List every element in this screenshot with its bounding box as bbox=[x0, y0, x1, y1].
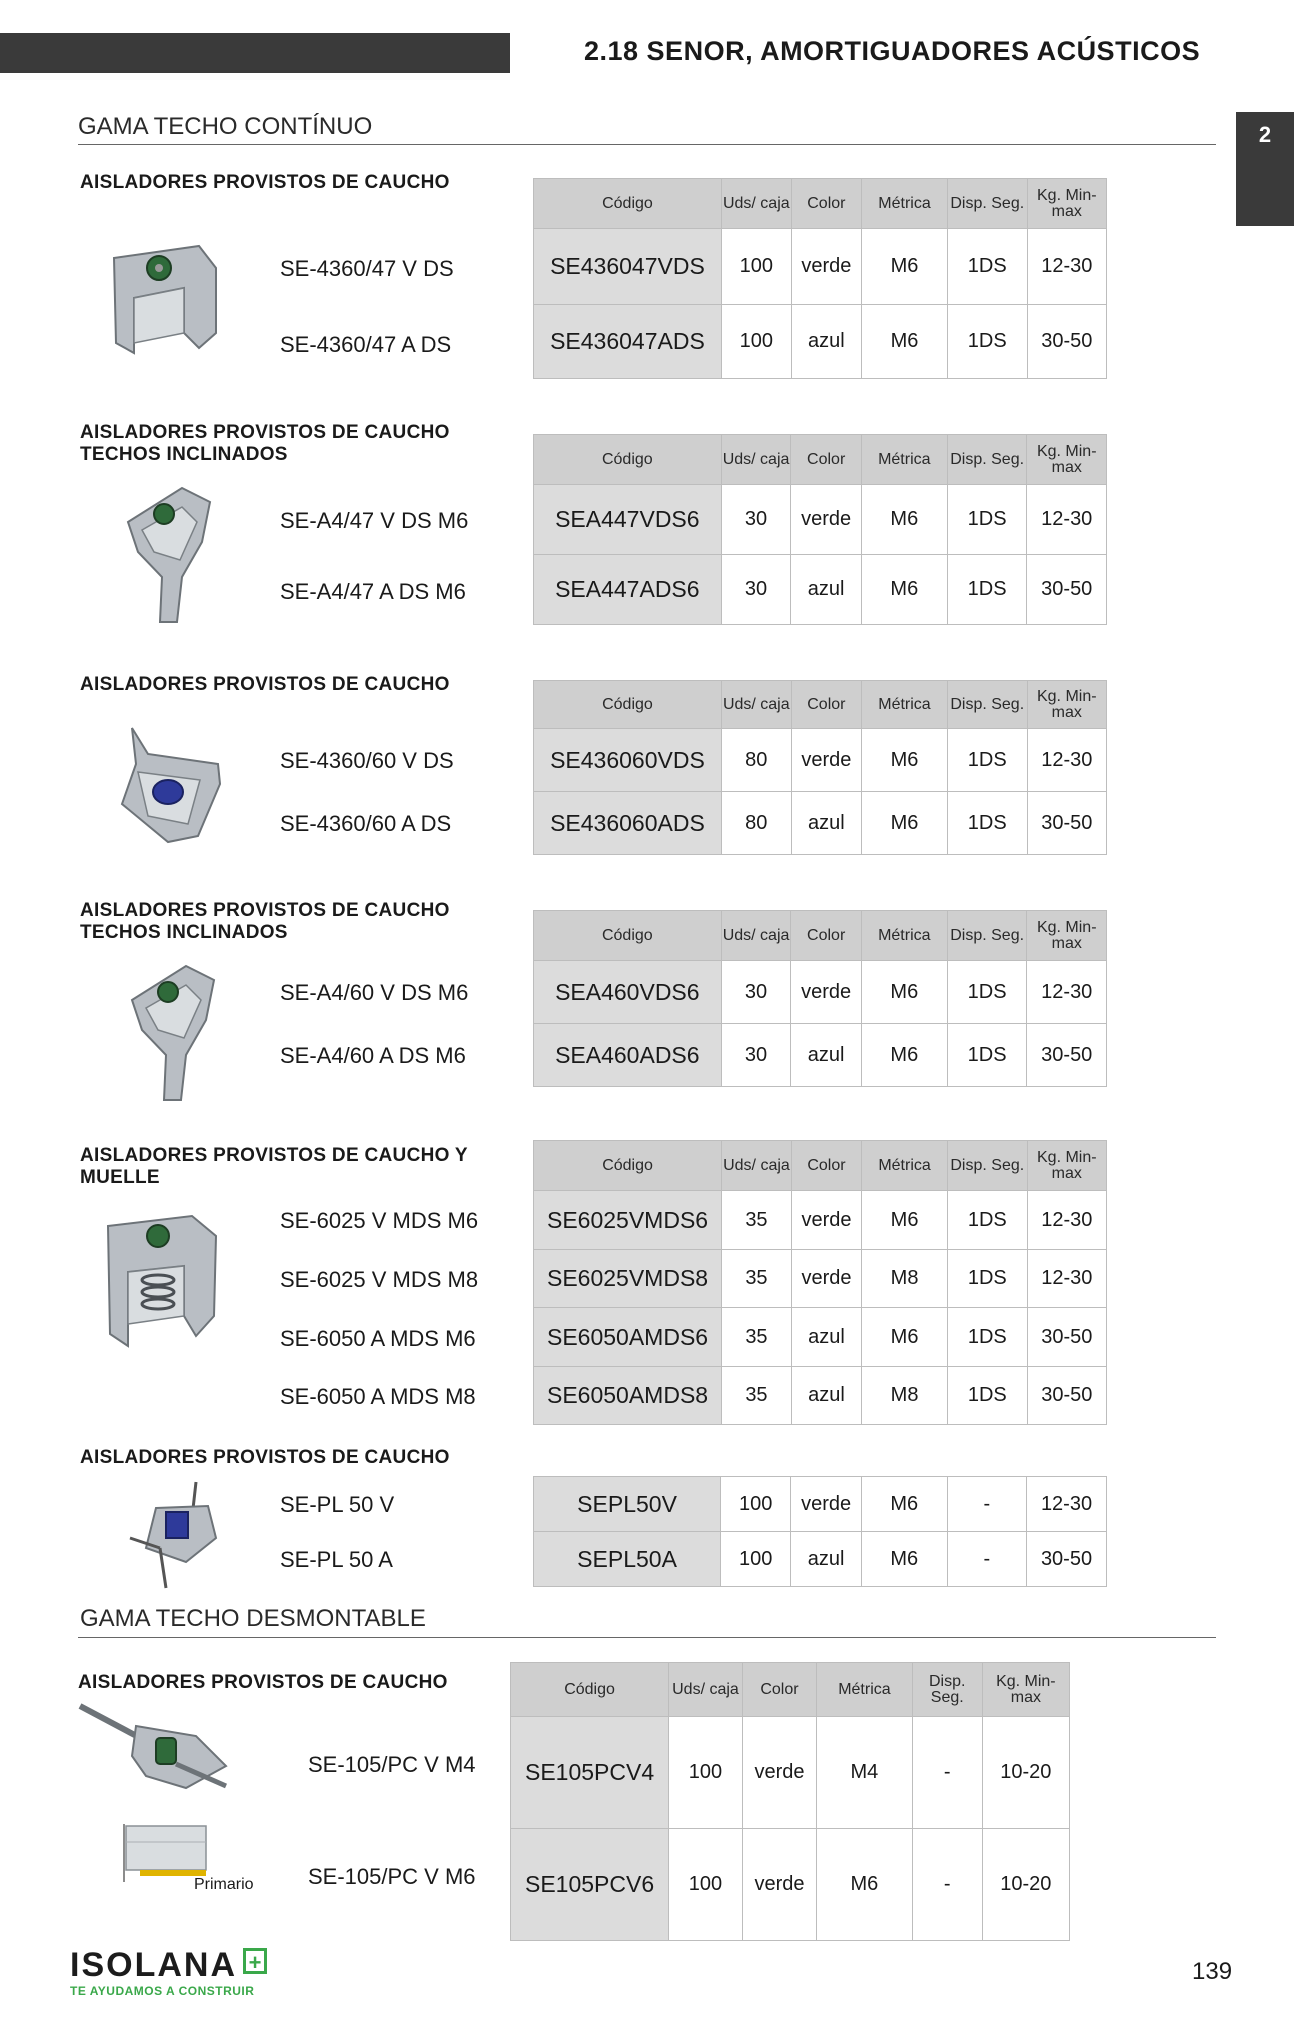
cell-disp: - bbox=[947, 1477, 1026, 1532]
isolana-logo bbox=[70, 1948, 267, 1998]
inclined-ceiling-isolator-icon bbox=[126, 960, 222, 1105]
cell-disp: 1DS bbox=[947, 1024, 1027, 1087]
col-header-color: Color bbox=[791, 1141, 861, 1191]
spec-table bbox=[533, 910, 1107, 1087]
table-row bbox=[534, 1191, 1107, 1250]
spec-table bbox=[533, 178, 1107, 379]
cell-code: SE105PCV4 bbox=[511, 1717, 669, 1829]
col-header-codigo: Código bbox=[511, 1663, 669, 1717]
cell-code: SE6050AMDS6 bbox=[534, 1308, 722, 1367]
cell-disp: 1DS bbox=[947, 792, 1027, 855]
cell-kg: 12-30 bbox=[1027, 229, 1106, 305]
cell-kg: 30-50 bbox=[1027, 1367, 1106, 1425]
col-header-metrica: Métrica bbox=[861, 435, 947, 485]
cell-disp: - bbox=[912, 1717, 982, 1829]
col-header-kg: Kg. Min-max bbox=[1027, 435, 1107, 485]
col-header-color: Color bbox=[791, 179, 861, 229]
cell-kg: 30-50 bbox=[1027, 555, 1107, 625]
cell-uds: 80 bbox=[721, 729, 791, 792]
col-header-uds: Uds/ caja bbox=[721, 911, 791, 961]
table-row bbox=[534, 555, 1107, 625]
cell-code: SEA447ADS6 bbox=[534, 555, 722, 625]
section-label: AISLADORES PROVISTOS DE CAUCHO bbox=[80, 1447, 450, 1468]
model-name: SE-4360/47 A DS bbox=[280, 332, 452, 357]
table-row bbox=[534, 1367, 1107, 1425]
cell-code: SE436047ADS bbox=[534, 305, 722, 379]
cell-uds: 30 bbox=[721, 961, 791, 1024]
cell-disp: 1DS bbox=[947, 555, 1027, 625]
range-title-desmontable: GAMA TECHO DESMONTABLE bbox=[80, 1605, 426, 1632]
cell-metrica: M6 bbox=[862, 305, 948, 379]
model-name: SE-PL 50 A bbox=[280, 1547, 393, 1572]
col-header-disp: Disp. Seg. bbox=[947, 911, 1027, 961]
col-header-color: Color bbox=[791, 435, 861, 485]
cell-metrica: M8 bbox=[862, 1250, 948, 1308]
cell-kg: 30-50 bbox=[1027, 1308, 1106, 1367]
spec-table bbox=[533, 1476, 1107, 1587]
col-header-kg: Kg. Min-max bbox=[1027, 911, 1107, 961]
model-name: SE-105/PC V M4 bbox=[308, 1752, 476, 1777]
col-header-color: Color bbox=[791, 911, 861, 961]
col-header-codigo: Código bbox=[534, 681, 722, 729]
range-divider bbox=[78, 1637, 1216, 1638]
model-name: SE-A4/47 V DS M6 bbox=[280, 508, 469, 533]
spec-table bbox=[533, 434, 1107, 625]
cell-uds: 35 bbox=[722, 1191, 792, 1250]
col-header-disp: Disp. Seg. bbox=[947, 435, 1027, 485]
suspended-ceiling-isolator-icon bbox=[76, 1696, 232, 1796]
cell-disp: - bbox=[947, 1532, 1026, 1587]
cell-kg: 10-20 bbox=[982, 1717, 1069, 1829]
cell-color: azul bbox=[791, 792, 861, 855]
cell-code: SE436060VDS bbox=[534, 729, 722, 792]
col-header-uds: Uds/ caja bbox=[721, 681, 791, 729]
cell-disp: - bbox=[912, 1829, 982, 1941]
section-label: AISLADORES PROVISTOS DE CAUCHO bbox=[78, 1672, 448, 1693]
logo-plus-icon: + bbox=[243, 1948, 267, 1974]
cell-uds: 35 bbox=[722, 1308, 792, 1367]
cell-color: azul bbox=[791, 1024, 861, 1087]
col-header-uds: Uds/ caja bbox=[721, 435, 791, 485]
cell-uds: 100 bbox=[721, 1532, 791, 1587]
col-header-disp: Disp. Seg. bbox=[947, 179, 1027, 229]
cell-kg: 12-30 bbox=[1027, 961, 1107, 1024]
page-title: 2.18 SENOR, AMORTIGUADORES ACÚSTICOS bbox=[584, 36, 1201, 66]
range-title-continuo: GAMA TECHO CONTÍNUO bbox=[78, 113, 373, 140]
cell-disp: 1DS bbox=[947, 305, 1027, 379]
cell-uds: 100 bbox=[669, 1829, 743, 1941]
model-name: SE-PL 50 V bbox=[280, 1492, 395, 1517]
cell-code: SE6025VMDS8 bbox=[534, 1250, 722, 1308]
col-header-codigo: Código bbox=[534, 1141, 722, 1191]
table-row bbox=[534, 1250, 1107, 1308]
cell-uds: 100 bbox=[721, 1477, 791, 1532]
logo-wordmark: ISOLANA bbox=[70, 1946, 237, 1984]
cell-code: SEA460ADS6 bbox=[534, 1024, 722, 1087]
cell-code: SE436060ADS bbox=[534, 792, 722, 855]
section-label: AISLADORES PROVISTOS DE CAUCHO bbox=[80, 674, 450, 695]
model-name: SE-A4/47 A DS M6 bbox=[280, 579, 466, 604]
table-row bbox=[534, 305, 1107, 379]
cell-metrica: M8 bbox=[862, 1367, 948, 1425]
cell-uds: 100 bbox=[669, 1717, 743, 1829]
table-row bbox=[534, 229, 1107, 305]
col-header-color: Color bbox=[742, 1663, 816, 1717]
cell-uds: 35 bbox=[722, 1367, 792, 1425]
cell-code: SE105PCV6 bbox=[511, 1829, 669, 1941]
col-header-uds: Uds/ caja bbox=[669, 1663, 743, 1717]
cell-disp: 1DS bbox=[947, 1367, 1027, 1425]
model-name: SE-105/PC V M6 bbox=[308, 1864, 476, 1889]
cell-disp: 1DS bbox=[947, 1308, 1027, 1367]
spec-table bbox=[533, 1140, 1107, 1425]
col-header-codigo: Código bbox=[534, 435, 722, 485]
cell-color: verde bbox=[791, 1477, 862, 1532]
col-header-kg: Kg. Min-max bbox=[1027, 179, 1106, 229]
cell-metrica: M4 bbox=[817, 1717, 913, 1829]
inclined-ceiling-isolator-icon bbox=[122, 482, 218, 627]
cell-metrica: M6 bbox=[862, 792, 948, 855]
cell-color: azul bbox=[791, 1532, 862, 1587]
col-header-color: Color bbox=[791, 681, 861, 729]
model-name: SE-A4/60 V DS M6 bbox=[280, 980, 469, 1005]
spring-isolator-icon bbox=[102, 1206, 222, 1356]
model-name: SE-6025 V MDS M6 bbox=[280, 1208, 479, 1233]
cell-metrica: M6 bbox=[862, 1308, 948, 1367]
cell-uds: 100 bbox=[721, 229, 791, 305]
cell-uds: 80 bbox=[721, 792, 791, 855]
table-row bbox=[534, 1308, 1107, 1367]
col-header-metrica: Métrica bbox=[862, 681, 948, 729]
cell-metrica: M6 bbox=[861, 1024, 947, 1087]
section-label: AISLADORES PROVISTOS DE CAUCHO Y MUELLE bbox=[80, 1145, 468, 1188]
cell-kg: 30-50 bbox=[1027, 792, 1106, 855]
cell-uds: 30 bbox=[721, 555, 791, 625]
table-row bbox=[511, 1829, 1070, 1941]
rubber-isolator-blue-icon bbox=[108, 724, 228, 846]
col-header-metrica: Métrica bbox=[861, 911, 947, 961]
cell-kg: 12-30 bbox=[1027, 1191, 1106, 1250]
cell-color: verde bbox=[791, 229, 861, 305]
plate-isolator-icon bbox=[126, 1478, 226, 1592]
cell-color: verde bbox=[742, 1717, 816, 1829]
cell-code: SEA447VDS6 bbox=[534, 485, 722, 555]
cell-kg: 30-50 bbox=[1027, 305, 1106, 379]
cell-code: SEPL50V bbox=[534, 1477, 721, 1532]
table-row bbox=[534, 1024, 1107, 1087]
chapter-tab: 2 bbox=[1236, 112, 1294, 226]
cell-metrica: M6 bbox=[862, 229, 948, 305]
spec-table bbox=[533, 680, 1107, 855]
table-row bbox=[511, 1717, 1070, 1829]
section-label: AISLADORES PROVISTOS DE CAUCHO bbox=[80, 172, 450, 193]
cell-color: azul bbox=[791, 1367, 861, 1425]
cell-metrica: M6 bbox=[861, 485, 947, 555]
cell-color: verde bbox=[791, 1250, 861, 1308]
cell-metrica: M6 bbox=[861, 555, 947, 625]
table-row bbox=[534, 961, 1107, 1024]
cell-uds: 30 bbox=[721, 485, 791, 555]
cell-color: azul bbox=[791, 305, 861, 379]
col-header-uds: Uds/ caja bbox=[721, 179, 791, 229]
table-row bbox=[534, 729, 1107, 792]
cell-metrica: M6 bbox=[861, 1532, 947, 1587]
model-name: SE-4360/47 V DS bbox=[280, 256, 454, 281]
cell-kg: 12-30 bbox=[1027, 1477, 1107, 1532]
col-header-disp: Disp. Seg. bbox=[912, 1663, 982, 1717]
table-row bbox=[534, 485, 1107, 555]
spec-table bbox=[510, 1662, 1070, 1941]
col-header-metrica: Métrica bbox=[862, 179, 948, 229]
table-row bbox=[534, 792, 1107, 855]
cell-metrica: M6 bbox=[862, 729, 948, 792]
cell-kg: 10-20 bbox=[982, 1829, 1069, 1941]
cell-kg: 30-50 bbox=[1027, 1532, 1107, 1587]
cell-color: verde bbox=[742, 1829, 816, 1941]
cell-metrica: M6 bbox=[862, 1191, 948, 1250]
col-header-disp: Disp. Seg. bbox=[947, 681, 1027, 729]
section-label: AISLADORES PROVISTOS DE CAUCHO TECHOS INCLINADOS bbox=[80, 900, 450, 943]
cell-uds: 100 bbox=[721, 305, 791, 379]
model-name: SE-4360/60 A DS bbox=[280, 811, 452, 836]
cell-code: SEPL50A bbox=[534, 1532, 721, 1587]
cell-uds: 35 bbox=[722, 1250, 792, 1308]
section-label: AISLADORES PROVISTOS DE CAUCHO TECHOS INCLINADOS bbox=[80, 422, 450, 465]
page-number: 139 bbox=[1192, 1958, 1233, 1985]
cell-color: verde bbox=[791, 729, 861, 792]
table-row bbox=[534, 1477, 1107, 1532]
cell-kg: 12-30 bbox=[1027, 729, 1106, 792]
cell-metrica: M6 bbox=[861, 1477, 947, 1532]
model-name: SE-6050 A MDS M8 bbox=[280, 1384, 476, 1409]
col-header-metrica: Métrica bbox=[817, 1663, 913, 1717]
col-header-kg: Kg. Min-max bbox=[982, 1663, 1069, 1717]
col-header-codigo: Código bbox=[534, 911, 722, 961]
logo-tagline: TE AYUDAMOS A CONSTRUIR bbox=[70, 1984, 255, 1998]
table-row bbox=[534, 1532, 1107, 1587]
col-header-kg: Kg. Min-max bbox=[1027, 681, 1106, 729]
cell-code: SE6025VMDS6 bbox=[534, 1191, 722, 1250]
model-name: SE-6025 V MDS M8 bbox=[280, 1267, 479, 1292]
cell-kg: 12-30 bbox=[1027, 1250, 1106, 1308]
cell-disp: 1DS bbox=[947, 485, 1027, 555]
col-header-kg: Kg. Min-max bbox=[1027, 1141, 1106, 1191]
cell-color: verde bbox=[791, 961, 861, 1024]
col-header-disp: Disp. Seg. bbox=[947, 1141, 1027, 1191]
cell-kg: 12-30 bbox=[1027, 485, 1107, 555]
col-header-codigo: Código bbox=[534, 179, 722, 229]
cell-disp: 1DS bbox=[947, 729, 1027, 792]
rubber-isolator-bracket-icon bbox=[104, 238, 224, 363]
cell-disp: 1DS bbox=[947, 1191, 1027, 1250]
cell-uds: 30 bbox=[721, 1024, 791, 1087]
cell-color: azul bbox=[791, 555, 861, 625]
cell-kg: 30-50 bbox=[1027, 1024, 1107, 1087]
cell-disp: 1DS bbox=[947, 1250, 1027, 1308]
cell-metrica: M6 bbox=[817, 1829, 913, 1941]
cell-color: verde bbox=[791, 1191, 861, 1250]
range-divider bbox=[78, 144, 1216, 145]
header-bar bbox=[0, 33, 510, 73]
cell-color: azul bbox=[791, 1308, 861, 1367]
model-name: SE-4360/60 V DS bbox=[280, 748, 454, 773]
model-name: SE-6050 A MDS M6 bbox=[280, 1326, 476, 1351]
model-name: SE-A4/60 A DS M6 bbox=[280, 1043, 466, 1068]
cell-disp: 1DS bbox=[947, 961, 1027, 1024]
cell-code: SE436047VDS bbox=[534, 229, 722, 305]
col-header-metrica: Métrica bbox=[862, 1141, 948, 1191]
cell-disp: 1DS bbox=[947, 229, 1027, 305]
image-caption: Primario bbox=[194, 1876, 254, 1893]
cell-code: SEA460VDS6 bbox=[534, 961, 722, 1024]
cell-code: SE6050AMDS8 bbox=[534, 1367, 722, 1425]
col-header-uds: Uds/ caja bbox=[722, 1141, 792, 1191]
cell-metrica: M6 bbox=[861, 961, 947, 1024]
cell-color: verde bbox=[791, 485, 861, 555]
